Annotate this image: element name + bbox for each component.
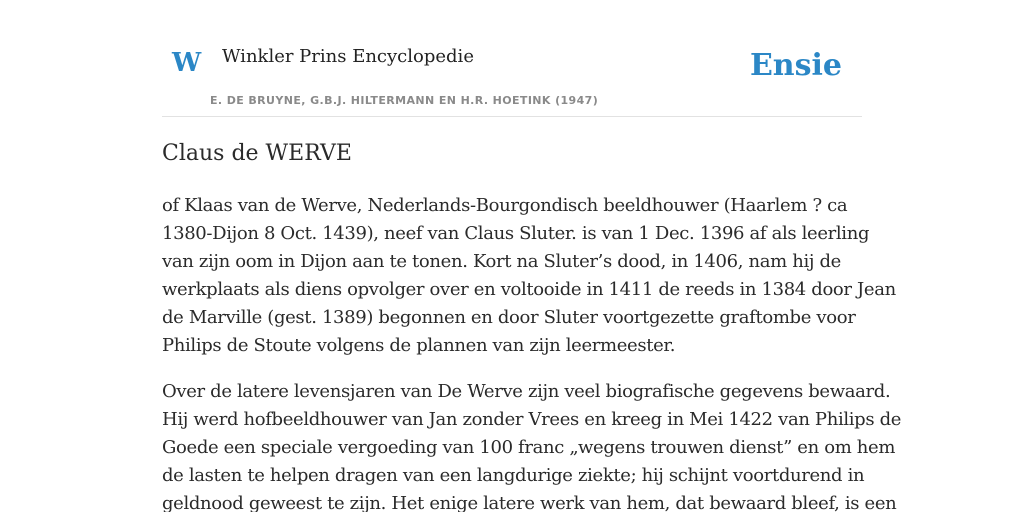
paragraph-line: Philips de Stoute volgens de plannen van zijn leermeester. xyxy=(162,335,676,356)
paragraph-line: Hij werd hofbeeldhouwer van Jan zonder Vrees en kreeg in Mei 1422 van Philips de xyxy=(162,409,902,430)
paragraph-line: van zijn oom in Dijon aan te tonen. Kort na Sluter’s dood, in 1406, nam hij de xyxy=(162,251,841,272)
article-paragraph xyxy=(162,378,902,512)
site-header xyxy=(162,0,862,117)
paragraph-line: werkplaats als diens opvolger over en voltooide in 1411 de reeds in 1384 door Jean xyxy=(162,279,896,300)
paragraph-line: de Marville (gest. 1389) begonnen en door Sluter voortgezette graftombe voor xyxy=(162,307,856,328)
article-body xyxy=(162,192,902,512)
paragraph-line: 1380-Dijon 8 Oct. 1439), neef van Claus Sluter. is van 1 Dec. 1396 af als leerling xyxy=(162,223,870,244)
content-wrapper xyxy=(162,0,902,512)
paragraph-line: Goede een speciale vergoeding van 100 franc „wegens trouwen dienst” en om hem xyxy=(162,437,896,458)
brand-logo[interactable]: Ensie xyxy=(749,48,842,83)
paragraph-line: Over de latere levensjaren van De Werve zijn veel biografische gegevens bewaard. xyxy=(162,381,891,402)
publication-authors: E. DE BRUYNE, G.B.J. HILTERMANN EN H.R. HOETINK (1947) xyxy=(210,94,599,107)
paragraph-line: of Klaas van de Werve, Nederlands-Bourgondisch beeldhouwer (Haarlem ? ca xyxy=(162,195,848,216)
article-title: Claus de WERVE xyxy=(162,141,352,166)
paragraph-line: de lasten te helpen dragen van een langdurige ziekte; hij schijnt voortdurend in xyxy=(162,465,865,486)
article-paragraph xyxy=(162,192,896,360)
paragraph-line: geldnood geweest te zijn. Het enige latere werk van hem, dat bewaard bleef, is een xyxy=(162,493,897,512)
publication-title[interactable]: Winkler Prins Encyclopedie xyxy=(222,46,474,67)
publication-logo[interactable]: W xyxy=(172,48,202,78)
